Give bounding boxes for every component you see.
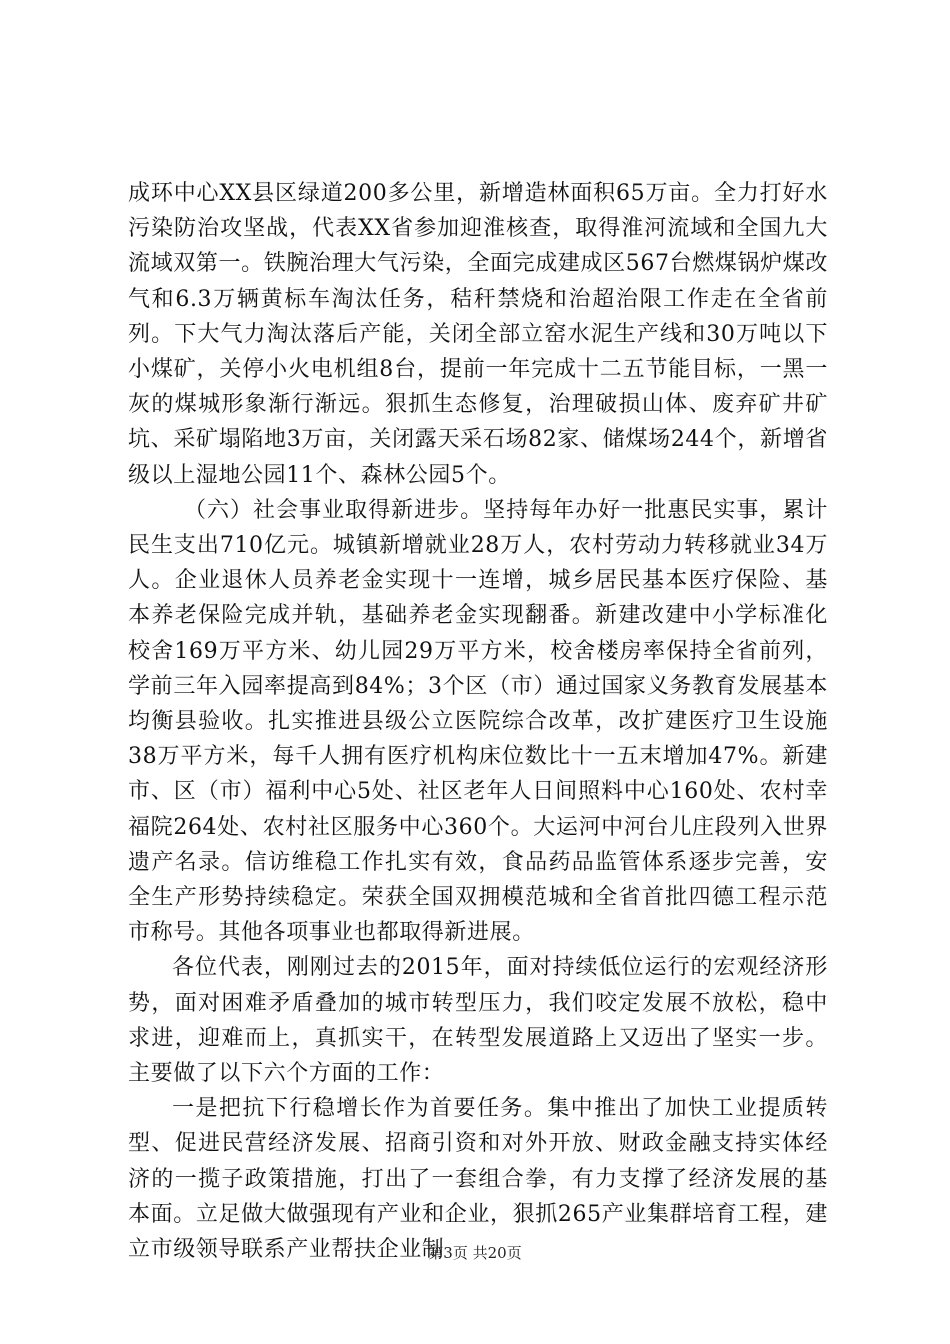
- page-number-footer: 第3页 共20页: [428, 1244, 522, 1262]
- document-body: [128, 176, 828, 1267]
- paragraph-delegates-review: 各位代表，刚刚过去的2015年，面对持续低位运行的宏观经济形势，面对困难矛盾叠加的城市转型压力，我们咬定发展不放松，稳中求进，迎难而上，真抓实干，在转型发展道路上又迈出了坚实一步。主要做了以下六个方面的工作：: [128, 955, 828, 1087]
- paragraph-ecology: 成环中心XX县区绿道200多公里，新增造林面积65万亩。全力打好水污染防治攻坚战，代表XX省参加迎淮核查，取得淮河流域和全国九大流域双第一。铁腕治理大气污染，全面完成建成区567台燃煤锅炉煤改气和6.3万辆黄标车淘汰任务，秸秆禁烧和治超治限工作走在全省前列。下大气力淘汰落后产能，关闭全部立窑水泥生产线和30万吨以下小煤矿，关停小火电机组8台，提前一年完成十二五节能目标，一黑一灰的煤城形象渐行渐远。狠抓生态修复，治理破损山体、废弃矿井矿坑、采矿塌陷地3万亩，关闭露天采石场82家、储煤场244个，新增省级以上湿地公园11个、森林公园5个。: [128, 181, 828, 488]
- paragraph-social-progress: （六）社会事业取得新进步。坚持每年办好一批惠民实事，累计民生支出710亿元。城镇新增就业28万人，农村劳动力转移就业34万人。企业退休人员养老金实现十一连增，城乡居民基本医疗保险、基本养老保险完成并轨，基础养老金实现翻番。新建改建中小学标准化校舍169万平方米、幼儿园29万平方米，校舍楼房率保持全省前列，学前三年入园率提高到84%；3个区（市）通过国家义务教育发展基本均衡县验收。扎实推进县级公立医院综合改革，改扩建医疗卫生设施38万平方米，每千人拥有医疗机构床位数比十一五末增加47%。新建市、区（市）福利中心5处、社区老年人日间照料中心160处、农村幸福院264处、农村社区服务中心360个。大运河中河台儿庄段列入世界遗产名录。信访维稳工作扎实有效，食品药品监管体系逐步完善，安全生产形势持续稳定。荣获全国双拥模范城和全省首批四德工程示范市称号。其他各项事业也都取得新进展。: [128, 497, 828, 946]
- paragraph-stabilize-growth: 一是把抗下行稳增长作为首要任务。集中推出了加快工业提质转型、促进民营经济发展、招商引资和对外开放、财政金融支持实体经济的一揽子政策措施，打出了一套组合拳，有力支撑了经济发展的基本面。立足做大做强现有产业和企业，狠抓265产业集群培育工程，建立市级领导联系产业帮扶企业制: [128, 1096, 828, 1263]
